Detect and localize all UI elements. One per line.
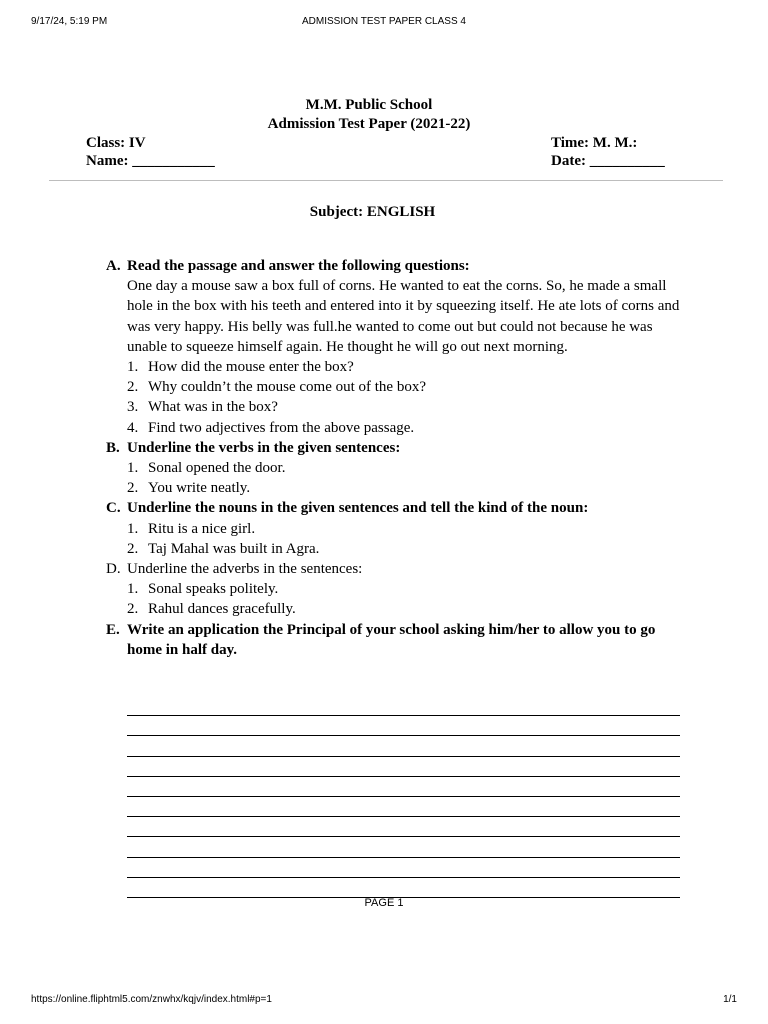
list-item <box>127 377 706 397</box>
answer-line <box>127 858 680 878</box>
section-letter: E. <box>106 621 120 638</box>
section-letter: D. <box>106 561 121 578</box>
list-item <box>127 418 706 438</box>
item-number: 1. <box>127 359 139 376</box>
list-item <box>127 539 706 559</box>
page-label: PAGE 1 <box>364 897 404 909</box>
date-field: Date: __________ <box>551 153 665 169</box>
item-text: Rahul dances gracefully. <box>148 601 296 618</box>
list-item <box>127 519 706 539</box>
item-text: Sonal opened the door. <box>148 460 286 477</box>
item-text: Find two adjectives from the above passage. <box>148 419 415 436</box>
questions <box>106 256 706 660</box>
answer-line <box>127 696 680 716</box>
school-name: M.M. Public School <box>305 97 433 113</box>
item-number: 1. <box>127 520 139 537</box>
name-field: Name: ___________ <box>86 153 215 169</box>
item-text: How did the mouse enter the box? <box>148 359 354 376</box>
answer-line <box>127 757 680 777</box>
section-b-heading <box>106 438 706 458</box>
section-title: Write an application the Principal of your school asking him/her to allow you to go home in half day. <box>127 621 656 658</box>
page-count: 1/1 <box>723 994 737 1005</box>
answer-line <box>127 797 680 817</box>
list-item <box>127 579 706 599</box>
answer-line <box>127 777 680 797</box>
section-c-heading <box>106 498 706 518</box>
time-label: Time: M. M.: <box>551 135 638 151</box>
list-item <box>127 599 706 619</box>
section-letter: A. <box>106 258 121 274</box>
list-item <box>127 357 706 377</box>
section-letter: B. <box>106 439 120 456</box>
item-number: 2. <box>127 601 139 618</box>
print-datetime: 9/17/24, 5:19 PM <box>31 16 108 27</box>
header-divider <box>49 180 723 181</box>
answer-lines <box>127 696 680 898</box>
print-title: ADMISSION TEST PAPER CLASS 4 <box>302 16 466 27</box>
source-url: https://online.fliphtml5.com/znwhx/kqjv/index.html#p=1 <box>31 994 272 1005</box>
item-number: 4. <box>127 419 139 436</box>
answer-line <box>127 716 680 736</box>
section-d-heading <box>106 559 706 579</box>
section-title: Underline the nouns in the given sentences and tell the kind of the noun: <box>127 500 589 517</box>
section-title: Underline the verbs in the given sentences: <box>127 439 401 456</box>
item-text: Taj Mahal was built in Agra. <box>148 540 320 557</box>
answer-line <box>127 878 680 898</box>
list-item <box>127 478 706 498</box>
item-number: 2. <box>127 379 139 396</box>
answer-line <box>127 837 680 857</box>
subject-heading: Subject: ENGLISH <box>309 204 436 220</box>
item-text: You write neatly. <box>148 480 251 497</box>
list-item <box>127 397 706 417</box>
paper-title: Admission Test Paper (2021-22) <box>267 116 471 132</box>
item-number: 1. <box>127 460 139 477</box>
section-letter: C. <box>106 500 121 517</box>
print-header <box>0 16 768 30</box>
answer-line <box>127 817 680 837</box>
list-item <box>127 458 706 478</box>
section-title: Underline the adverbs in the sentences: <box>127 561 363 578</box>
reading-passage: One day a mouse saw a box full of corns. He wanted to eat the corns. So, he made a small hole in the box with his teeth and entered into it by squeezing itself. He ate lots of corns and was very happy. His belly was full.he wanted to come out but could not because he was unable to squeeze himself again. He thought he will go out next morning. <box>127 278 680 355</box>
print-footer <box>0 994 768 1008</box>
class-label: Class: IV <box>86 135 146 151</box>
section-a-heading <box>106 256 706 276</box>
item-text: What was in the box? <box>148 399 278 416</box>
item-text: Why couldn’t the mouse come out of the box? <box>148 379 426 396</box>
item-number: 2. <box>127 540 139 557</box>
section-title: Read the passage and answer the following questions: <box>127 258 470 274</box>
section-e-heading <box>106 620 706 660</box>
item-number: 3. <box>127 399 139 416</box>
item-number: 1. <box>127 581 139 598</box>
item-text: Ritu is a nice girl. <box>148 520 256 537</box>
item-number: 2. <box>127 480 139 497</box>
answer-line <box>127 736 680 756</box>
item-text: Sonal speaks politely. <box>148 581 279 598</box>
